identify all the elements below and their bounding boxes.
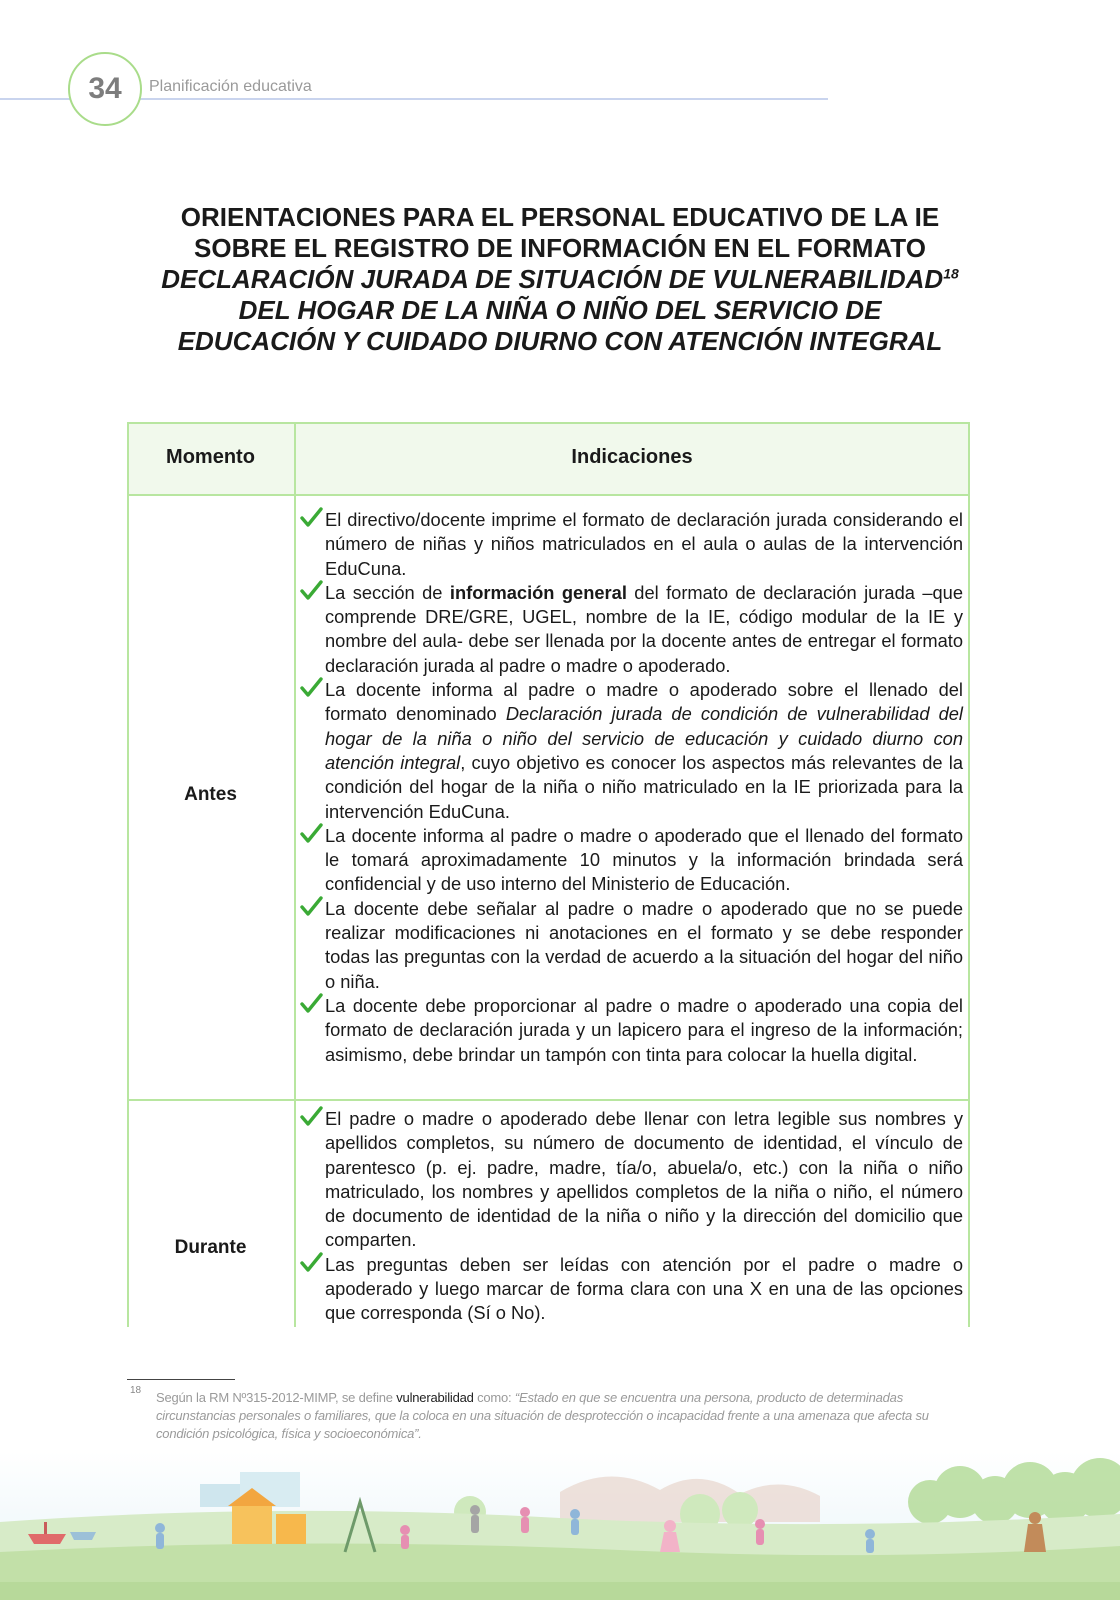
column-header-momento: Momento [166, 446, 255, 468]
check-icon [299, 1105, 323, 1129]
check-icon [299, 506, 323, 530]
table-border-right [968, 422, 970, 1327]
item-text: La docente informa al padre o madre o apoderado que el llenado del formato le tomará aproximadamente 10 minutos y la información brindada será confidencial y de uso interno del Ministerio de Educación. [325, 824, 963, 895]
footnote-mid: como: [473, 1390, 515, 1405]
check-icon [299, 579, 323, 603]
list-item [303, 1107, 963, 1253]
table-row-divider [127, 1099, 970, 1101]
item-text: El directivo/docente imprime el formato de declaración jurada considerando el número de niñas y niños matriculados en el aula o aulas de la intervención EduCuna. [325, 509, 963, 579]
list-item [303, 581, 963, 678]
page-title [100, 202, 1020, 357]
list-item [303, 897, 963, 994]
table-column-divider [294, 422, 296, 1327]
footnote-number: 18 [130, 1385, 142, 1396]
title-line-5: EDUCACIÓN Y CUIDADO DIURNO CON ATENCIÓN INTEGRAL [177, 326, 943, 356]
list-item [303, 508, 963, 581]
antes-indications [303, 508, 963, 1067]
running-title: Planificación educativa [149, 78, 312, 95]
indications-table [127, 422, 970, 1327]
item-text: del formato de declaración jurada –que comprende DRE/GRE, UGEL, nombre de la IE, código modular de la IE y nombre del aula- debe ser llenada por la docente antes de entregar el formato declaración jurada al padre o madre o apoderado. [325, 581, 963, 676]
table-border-top [127, 422, 970, 424]
item-bold: información general [449, 581, 627, 603]
item-text: La docente debe proporcionar al padre o madre o apoderado una copia del formato de declaración jurada y un lapicero para el ingreso de la información; asimismo, debe brindar un tampón con tinta para colocar la huella digital. [325, 994, 963, 1065]
list-item [303, 994, 963, 1067]
item-text: La docente informa al padre o madre o apoderado sobre el llenado del formato denominado [325, 679, 963, 725]
item-text: La sección de [325, 581, 450, 603]
footnote-pre: Según la RM Nº315-2012-MIMP, se define [156, 1390, 397, 1405]
check-icon [299, 895, 323, 919]
title-line-4: DEL HOGAR DE LA NIÑA O NIÑO DEL SERVICIO DE [238, 295, 882, 325]
item-text: La docente debe señalar al padre o madre o apoderado que no se puede realizar modificaciones ni anotaciones en el formato y se debe responder todas las preguntas con la verdad de acuerdo a la situación del hogar del niño o niña. [325, 897, 963, 992]
table-header-divider [127, 494, 970, 496]
item-text: , cuyo objetivo es conocer los aspectos más relevantes de la condición del hogar de la niña o niño matriculado en la IE priorizada para la intervención EduCuna. [325, 751, 963, 822]
item-text: Las preguntas deben ser leídas con atención por el padre o madre o apoderado y luego marcar de forma clara con una X en una de las opciones que corresponda (Sí o No). [325, 1253, 963, 1324]
footnote-ref[interactable]: 18 [943, 265, 959, 282]
column-header-indicaciones: Indicaciones [571, 446, 693, 468]
footnote-rule [127, 1379, 235, 1380]
footer-illustration [0, 1452, 1120, 1600]
item-italic: Declaración jurada de condición de vulnerabilidad del hogar de la niña o niño del servicio de educación y cuidado diurno con atención integral [325, 703, 963, 773]
footnote-text [156, 1389, 966, 1443]
check-icon [299, 1251, 323, 1275]
row-label-antes: Antes [184, 784, 237, 805]
check-icon [299, 992, 323, 1016]
item-text: El padre o madre o apoderado debe llenar con letra legible sus nombres y apellidos completos, su número de documento de identidad, el vínculo de parentesco (p. ej. padre, madre, tía/o, abuela/o, etc.) con la niña o niño matriculado, los nombres y apellidos completos de la niña o niño, el número de documento de identidad de la niña o niño y la dirección del domicilio que comparten. [325, 1108, 963, 1251]
title-line-2: SOBRE EL REGISTRO DE INFORMACIÓN EN EL FORMATO [194, 233, 926, 263]
title-line-3 [100, 264, 1020, 295]
table-border-left [127, 422, 129, 1327]
row-label-durante: Durante [174, 1237, 247, 1258]
durante-indications [303, 1107, 963, 1326]
list-item [303, 1253, 963, 1326]
footnote-quote: “Estado en que se encuentra una persona, producto de determinadas circunstancias personales o familiares, que la coloca en una situación de desprotección o incapacidad frente a una amenaza que afecta su condición psicológica, física y socioeconómica”. [156, 1390, 929, 1441]
check-icon [299, 822, 323, 846]
check-icon [299, 676, 323, 700]
title-line-1: ORIENTACIONES PARA EL PERSONAL EDUCATIVO DE LA IE [180, 202, 940, 232]
page-number: 34 [68, 52, 142, 126]
list-item [303, 824, 963, 897]
title-line-3-text: DECLARACIÓN JURADA DE SITUACIÓN DE VULNERABILIDAD [161, 264, 944, 294]
footnote-term: vulnerabilidad [396, 1390, 474, 1405]
list-item [303, 678, 963, 824]
